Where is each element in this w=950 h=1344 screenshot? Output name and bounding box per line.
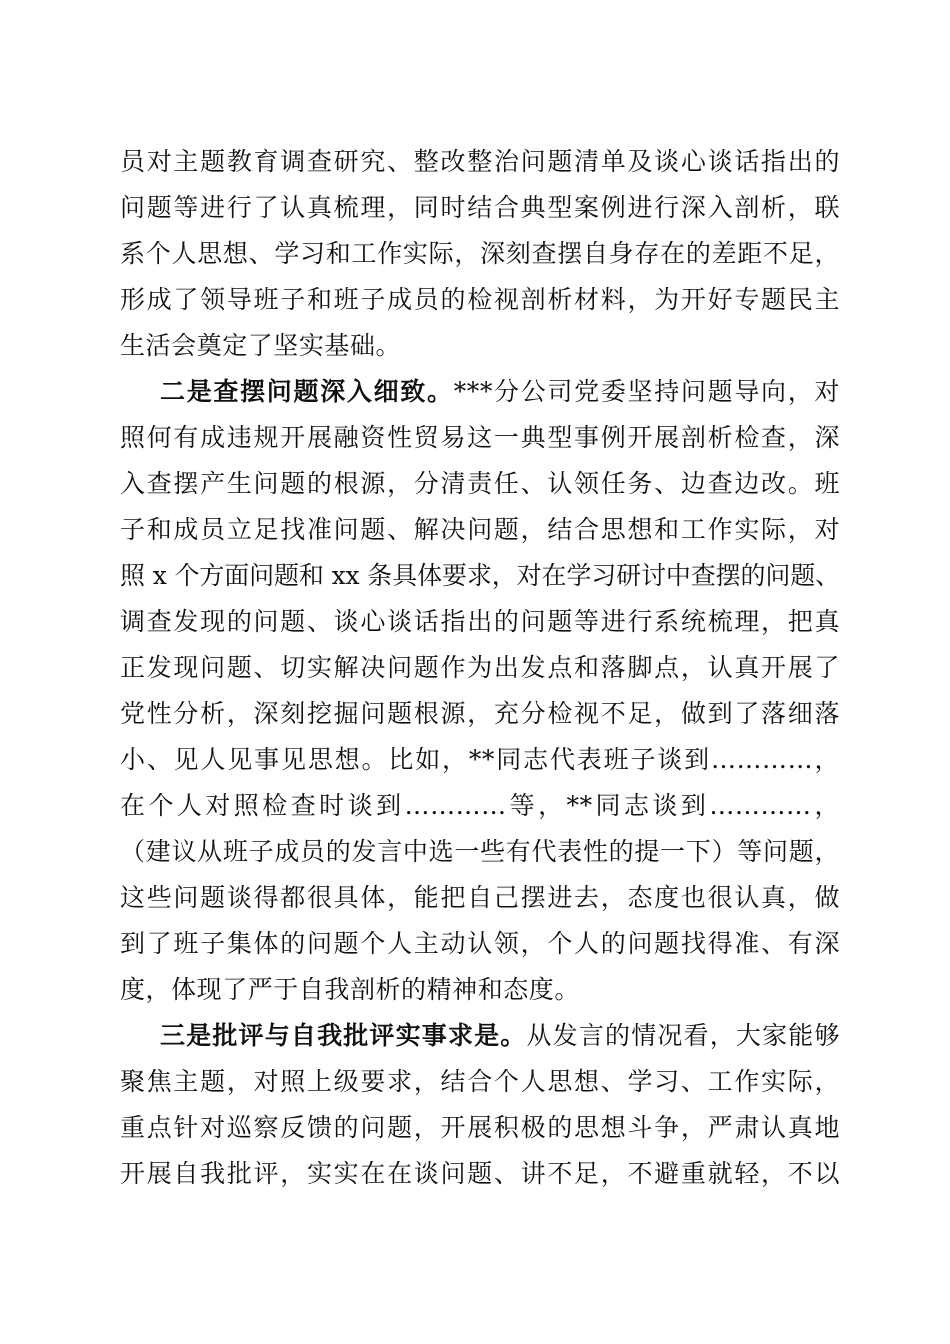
text-line: 开展自我批评，实实在在谈问题、讲不足，不避重就轻，不以	[120, 1159, 840, 1188]
paragraph-lead: 二是查摆问题深入细致。	[160, 377, 454, 406]
text-line: 照 x 个方面问题和 xx 条具体要求，对在学习研讨中查摆的问题、	[120, 561, 840, 590]
text-line: 形成了领导班子和班子成员的检视剖析材料，为开好专题民主	[120, 285, 840, 314]
text-line: 在个人对照检查时谈到…………等，**同志谈到…………，	[120, 791, 840, 820]
text-line: 入查摆产生问题的根源，分清责任、认领任务、边查边改。班	[120, 469, 840, 498]
text-line: （建议从班子成员的发言中选一些有代表性的提一下）等问题，	[120, 837, 840, 866]
text-line: 到了班子集体的问题个人主动认领，个人的问题找得准、有深	[120, 929, 840, 958]
text-line: 聚焦主题，对照上级要求，结合个人思想、学习、工作实际，	[120, 1067, 840, 1096]
text-line: 正发现问题、切实解决问题作为出发点和落脚点，认真开展了	[120, 653, 840, 682]
paragraph-first-line	[160, 1016, 840, 1056]
text-line: 这些问题谈得都很具体，能把自己摆进去，态度也很认真，做	[120, 883, 840, 912]
text-line: 调查发现的问题、谈心谈话指出的问题等进行系统梳理，把真	[120, 607, 840, 636]
text-line: 照何有成违规开展融资性贸易这一典型事例开展剖析检查，深	[120, 423, 840, 452]
text-line: 度，体现了严于自我剖析的精神和态度。	[120, 975, 580, 1004]
text-line: 生活会奠定了坚实基础。	[120, 331, 402, 360]
text-line: 小、见人见事见思想。比如，**同志代表班子谈到…………，	[120, 745, 840, 774]
text-span: ***分公司党委坚持问题导向，对	[453, 377, 840, 406]
paragraph-first-line	[160, 372, 840, 412]
text-line: 重点针对巡察反馈的问题，开展积极的思想斗争，严肃认真地	[120, 1113, 840, 1142]
text-span: 从发言的情况看，大家能够	[526, 1021, 841, 1050]
text-line: 系个人思想、学习和工作实际，深刻查摆自身存在的差距不足，	[120, 239, 840, 268]
text-line: 问题等进行了认真梳理，同时结合典型案例进行深入剖析，联	[120, 193, 840, 222]
text-line: 员对主题教育调查研究、整改整治问题清单及谈心谈话指出的	[120, 147, 840, 176]
paragraph-lead: 三是批评与自我批评实事求是。	[160, 1021, 527, 1050]
text-line: 党性分析，深刻挖掘问题根源，充分检视不足，做到了落细落	[120, 699, 840, 728]
text-line: 子和成员立足找准问题、解决问题，结合思想和工作实际，对	[120, 515, 840, 544]
